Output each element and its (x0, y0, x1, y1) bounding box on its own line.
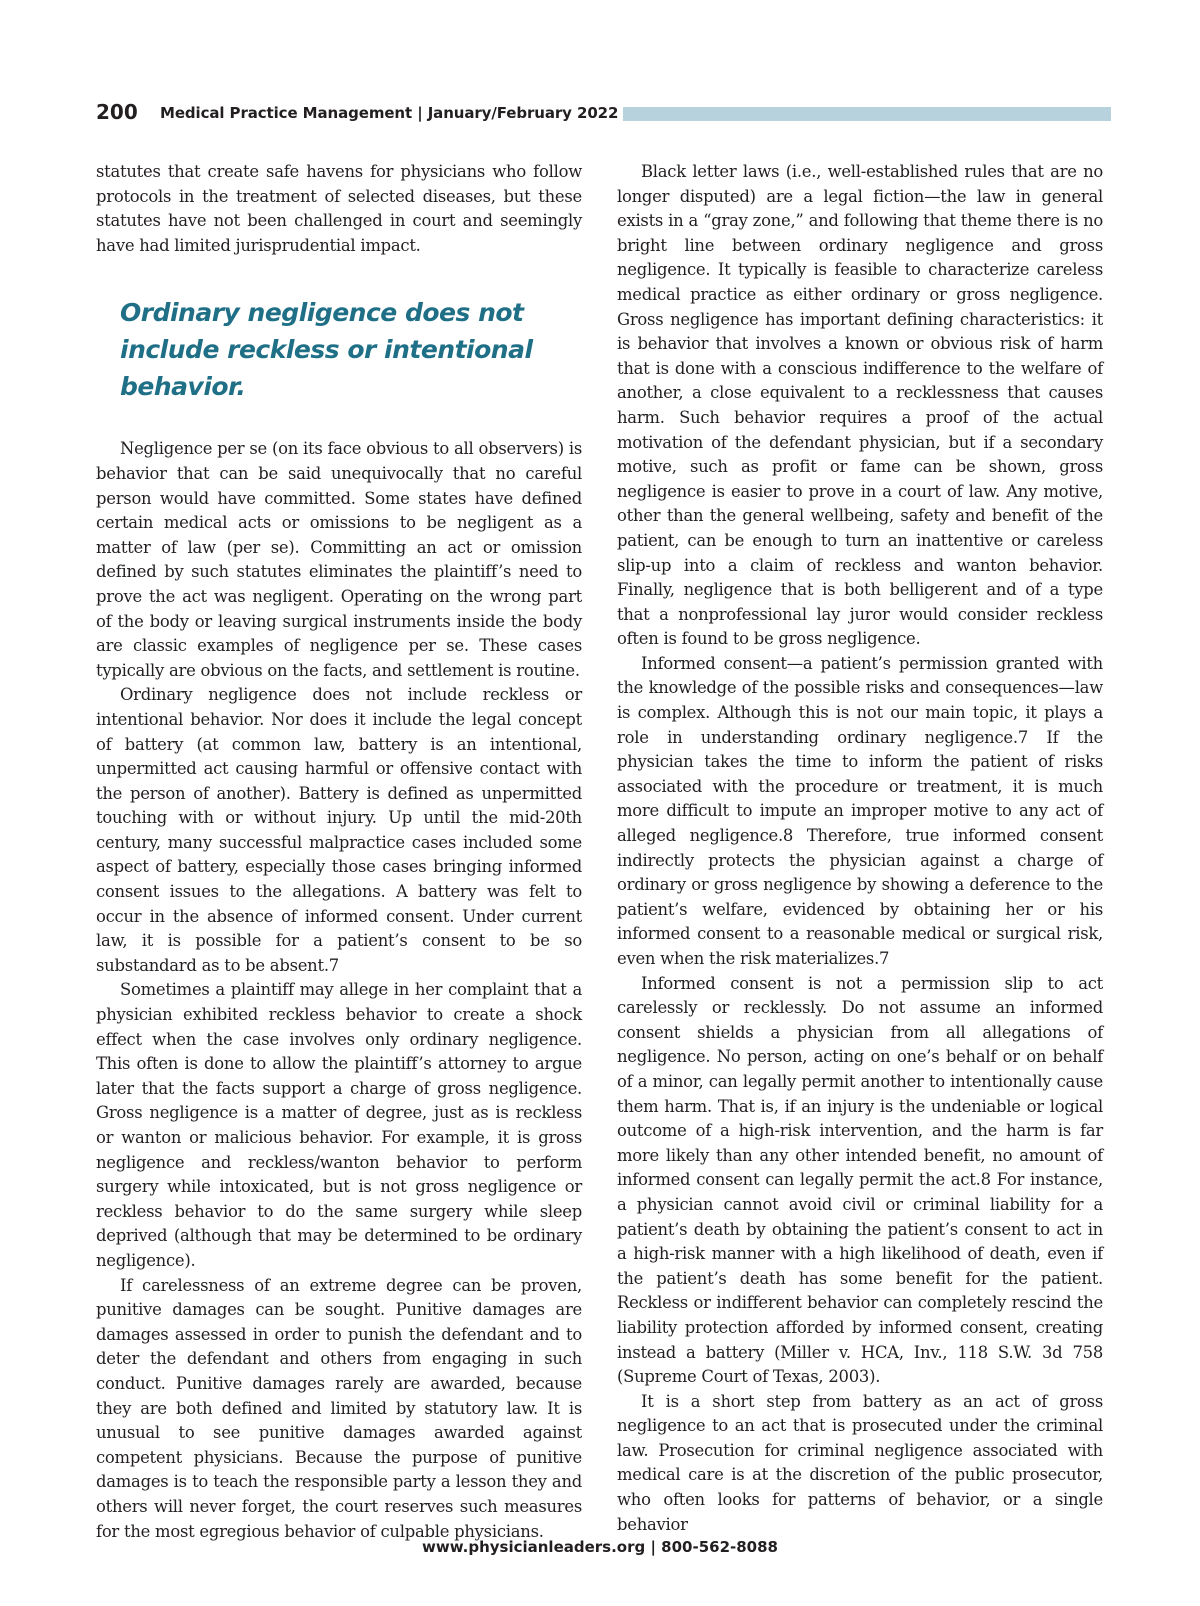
paragraph: statutes that create safe havens for physicians who follow protocols in the treatment of selected diseases, but these statutes have not been challenged in court and seemingly have had limited jurisprudential impact. (96, 162, 582, 255)
header-accent-bar (623, 107, 1111, 121)
page-number: 200 (96, 100, 138, 124)
paragraph: Negligence per se (on its face obvious to all observers) is behavior that can be said unequivocally that no careful person would have committed. Some states have defined certain medical acts or omissions to be negligent as a matter of law (per se). Committing an act or omission defined by such statutes eliminates the plaintiff’s need to prove the act was negligent. Operating on the wrong part of the body or leaving surgical instruments inside the body are classic examples of negligence per se. These cases typically are obvious on the facts, and settlement is routine. (96, 439, 582, 680)
pull-quote: Ordinary negligence does not include reckless or intentional behavior. (120, 298, 533, 402)
page-footer: www.physicianleaders.org | 800-562-8088 (422, 1538, 778, 1556)
left-column (96, 160, 582, 1544)
paragraph: It is a short step from battery as an act of gross negligence to an act that is prosecuted under the criminal law. Prosecution for criminal negligence associated with medical care is at the discretion of the public prosecutor, who often looks for patterns of behavior, or a single behavior (617, 1391, 1103, 1534)
paragraph: Black letter laws (i.e., well-established rules that are no longer disputed) are a legal fiction—the law in general exists in a “gray zone,” and following that theme there is no bright line between ordinary negligence and gross negligence. It typically is feasible to characterize careless medical practice as either ordinary or gross negligence. Gross negligence has important defining characteristics: it is behavior that involves a known or obvious risk of harm that is done with a conscious indifference to the welfare of another, a close equivalent to a recklessness that causes harm. Such behavior requires a proof of the actual motivation of the defendant physician, but if a secondary motive, such as profit or fame can be shown, gross negligence is easier to prove in a court of law. Any motive, other than the general wellbeing, safety and benefit of the patient, can be enough to turn an inattentive or careless slip-up into a claim of reckless and wanton behavior. Finally, negligence that is both belligerent and of a type that a nonprofessional lay juror would consider reckless often is found to be gross negligence. (617, 162, 1103, 649)
paragraph: Ordinary negligence does not include reckless or intentional behavior. Nor does it include the legal concept of battery (at common law, battery is an intentional, unpermitted act causing harmful or offensive contact with the person of another). Battery is defined as unpermitted touching with or without injury. Up until the mid-20th century, many successful malpractice cases included some aspect of battery, especially those cases bringing informed consent issues to the allegations. A battery was felt to occur in the absence of informed consent. Under current law, it is possible for a patient’s consent to be so substandard as to be absent.7 (96, 685, 582, 975)
page-header (96, 98, 1116, 126)
paragraph: Informed consent is not a permission slip to act carelessly or recklessly. Do not assume an informed consent shields a physician from all allegations of negligence. No person, acting on one’s behalf or on behalf of a minor, can legally permit another to intentionally cause them harm. That is, if an injury is the undeniable or logical outcome of a high-risk intervention, and the harm is far more likely than any other intended benefit, no amount of informed consent can legally permit the act.8 For instance, a physician cannot avoid civil or criminal liability for a patient’s death by obtaining the patient’s consent to act in a high-risk manner with a high likelihood of death, even if the patient’s death has some benefit for the patient. Reckless or indifferent behavior can completely rescind the liability protection afforded by informed consent, creating instead a battery (Miller v. HCA, Inv., 118 S.W. 3d 758 (Supreme Court of Texas, 2003). (617, 973, 1103, 1387)
paragraph: Sometimes a plaintiff may allege in her complaint that a physician exhibited reckless behavior to create a shock effect when the case involves only ordinary negligence. This often is done to allow the plaintiff’s attorney to argue later that the facts support a charge of gross negligence. Gross negligence is a matter of degree, just as is reckless or wanton or malicious behavior. For example, it is gross negligence and reckless/wanton behavior to perform surgery while intoxicated, but is not gross negligence or reckless behavior to do the same surgery while sleep deprived (although that may be determined to be ordinary negligence). (96, 980, 582, 1270)
right-column (617, 160, 1103, 1537)
running-head: Medical Practice Management | January/February 2022 (160, 104, 619, 122)
paragraph: Informed consent—a patient’s permission granted with the knowledge of the possible risks and consequences—law is complex. Although this is not our main topic, it plays a role in understanding ordinary negligence.7 If the physician takes the time to inform the patient of risks associated with the procedure or treatment, it is much more difficult to impute an improper motive to any act of alleged negligence.8 Therefore, true informed consent indirectly protects the physician against a charge of ordinary or gross negligence by showing a deference to the patient’s welfare, evidenced by obtaining her or his informed consent to a reasonable medical or surgical risk, even when the risk materializes.7 (617, 653, 1103, 968)
paragraph: If carelessness of an extreme degree can be proven, punitive damages can be sought. Punitive damages are damages assessed in order to punish the defendant and to deter the defendant and others from engaging in such conduct. Punitive damages rarely are awarded, because they are both defined and limited by statutory law. It is unusual to see punitive damages awarded against competent physicians. Because the purpose of punitive damages is to teach the responsible party a lesson they and others will never forget, the court reserves such measures for the most egregious behavior of culpable physicians. (96, 1275, 582, 1541)
